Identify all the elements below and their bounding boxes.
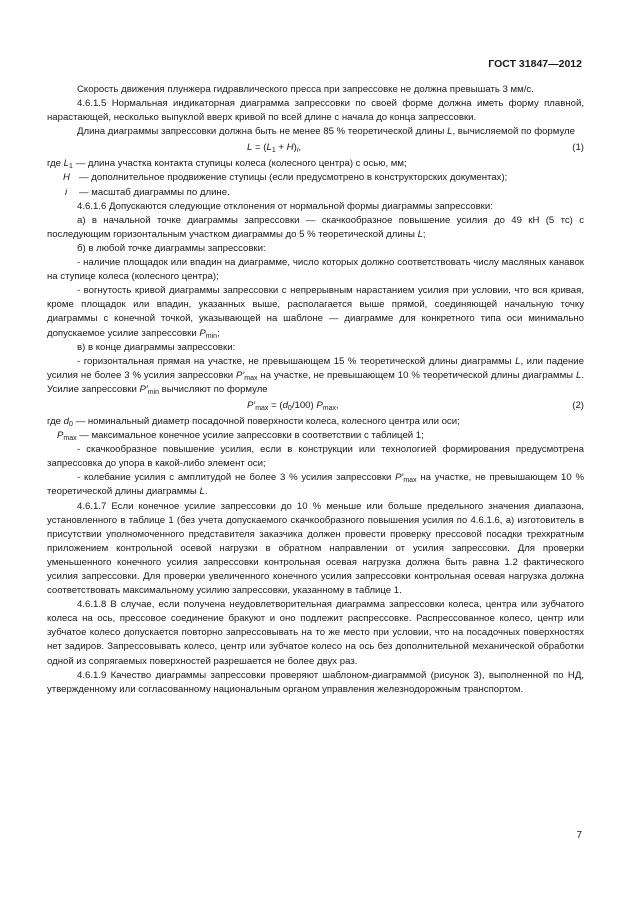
paragraph-plunger-speed: Скорость движения плунжера гидравлического пресса при запрессовке не должна превышать 3 мм/с.: [77, 84, 534, 95]
paragraph-4-6-1-6: 4.6.1.6 Допускаются следующие отклонения от нормальной формы диаграммы запрессовки:: [77, 200, 493, 212]
definition-L1: где $L_1$ — длина участка контакта ступицы колеса (колесного центра) с осью, мм;: [47, 158, 407, 171]
definition-i: i — масштаб диаграммы по длине.: [65, 186, 230, 198]
formula-2-expression: $P'_{max} = (d_0/100)$ $P_{max}$,: [247, 399, 339, 412]
formula-1-number: (1): [572, 142, 584, 154]
definition-d0: где $d_0$ — номинальный диаметр посадочной поверхности колеса, колесного центра или оси;: [47, 415, 460, 428]
paragraph-item-b: б) в любой точке диаграммы запрессовки:: [77, 242, 266, 254]
formula-2-number: (2): [572, 399, 584, 411]
paragraph-step-increase: - скачкообразное повышение усилия, если в конструкции или технологией формирования предусмотрена запрессовка до упора в какой-либо элемент оси;: [47, 444, 584, 470]
formula-1-expression: $L = (L_1 + H)_i$,: [247, 142, 302, 155]
paragraph-4-6-1-5: 4.6.1.5 Нормальная индикаторная диаграмма запрессовки по своей форме должна иметь форму плавной, нарастающей, несколько выпуклой вверх кривой по всей длине с начала до конца запрессовки.: [47, 98, 584, 124]
paragraph-diagram-length: Длина диаграммы запрессовки должна быть не менее 85 % теоретической длины L, вычисляемой по формуле: [77, 126, 575, 138]
page-number: 7: [576, 830, 582, 841]
definition-Pmax: $P_{max}$ — максимальное конечное усилие запрессовки в соответствии с таблицей 1;: [57, 430, 424, 443]
formula-2: [47, 397, 584, 415]
paragraph-4-6-1-8: 4.6.1.8 В случае, если получена неудовлетворительная диаграмма запрессовки колеса, центра или зубчатого колеса на ось, прессовое соединение бракуют и оно подлежит распрессовке. Распрессованное колесо, центр или зубчатое колесо допускается повторно запрессовывать на то же место при условии, что на посадочных поверхностях нет задиров. Запрессовывать колесо, центр или зубчатое колесо на ось без дополнительной механической обработки одной из сопрягаемых поверхностей разрешается не более двух раз.: [47, 599, 584, 667]
definition-H: H — дополнительное продвижение ступицы (если предусмотрено в конструкторских документах);: [63, 172, 508, 184]
paragraph-horizontal-line: - горизонтальная прямая на участке, не превышающем 15 % теоретической длины диаграммы L, или падение усилия не более 3 % усилия запрессовки $P'_{max}$ на участке, не превышающем 10 % теоретической длины диаграммы L. Усилие запрессовки $P'_{min}$ вычисляют по формуле: [47, 355, 584, 396]
paragraph-concavity: - вогнутость кривой диаграммы запрессовки с непрерывным нарастанием усилия при условии, что вся кривая, кроме площадок или впадин, указанных выше, располагается выше прямой, соединяющей начальную точку диаграммы с конечной точкой, указывающей на шаблоне — диаграмме для конкретного типа оси минимально допускаемое усилие запрессовки $P_{min}$;: [47, 285, 584, 340]
paragraph-4-6-1-7: 4.6.1.7 Если конечное усилие запрессовки до 10 % меньше или больше предельного значения диапазона, установленного в таблице 1 (без учета допускаемого скачкообразного повышения усилия по 4.6.1.6, а) изготовитель в присутствии уполномоченного представителя заказчика должен провести проверку прессовой посадки трехкратным приложением контрольной осевой нагрузки в обратном направлении от усилия запрессовки. Для проверки уменьшенного конечного усилия запрессовки контрольная осевая нагрузка должна быть равна 1.2 фактического усилия запрессовки. Для проверки увеличенного конечного усилия запрессовки контрольная осевая нагрузка должна соответствовать максимальному усилию запрессовки, указанному в таблице 1.: [47, 500, 584, 597]
document-header-code: ГОСТ 31847—2012: [488, 58, 582, 70]
paragraph-4-6-1-9: 4.6.1.9 Качество диаграммы запрессовки проверяют шаблоном-диаграммой (рисунок 3), выполненной по НД, утвержденному или согласованному национальным органом управления железнодорожным транспортом.: [47, 669, 584, 695]
paragraph-item-c: в) в конце диаграммы запрессовки:: [77, 341, 236, 353]
page-body: [47, 83, 584, 697]
paragraph-platforms: - наличие площадок или впадин на диаграмме, число которых должно соответствовать числу масляных канавок на ступице колеса (колесного центра);: [47, 257, 584, 283]
paragraph-item-a: а) в начальной точке диаграммы запрессовки — скачкообразное повышение усилия до 49 кН (5 тс) с последующим горизонтальным участком диаграммы до 5 % теоретической длины L;: [47, 214, 584, 240]
formula-1: [47, 139, 584, 157]
paragraph-oscillation: - колебание усилия с амплитудой не более 3 % усилия запрессовки $P'_{max}$ на участке, не превышающем 10 % теоретической длины диаграммы L.: [47, 472, 584, 498]
